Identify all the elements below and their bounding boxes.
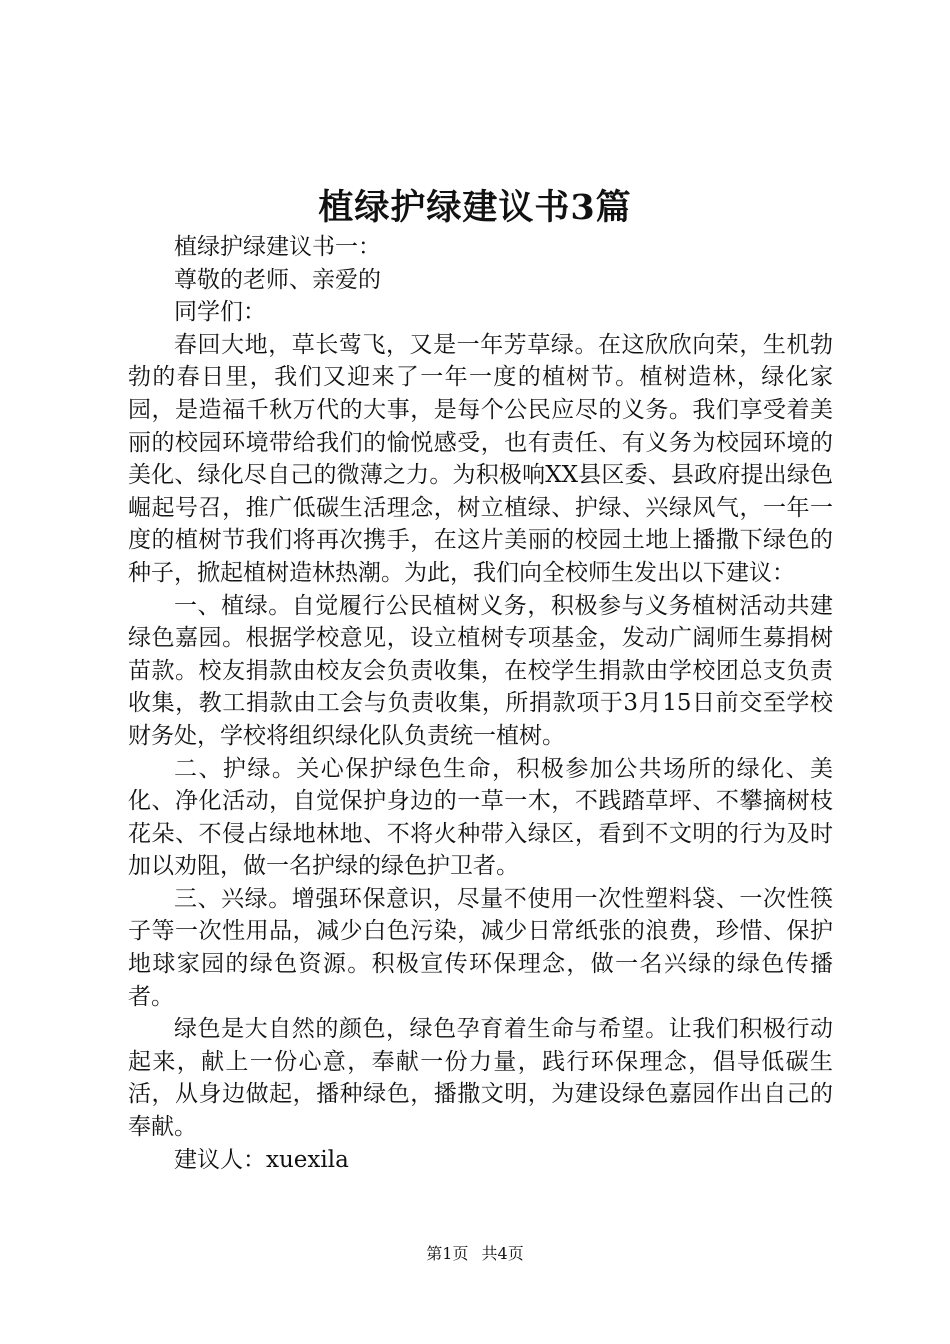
salutation-line: 同学们：	[174, 299, 266, 326]
page-footer	[0, 1243, 950, 1265]
signature-line: 建议人：xuexila	[174, 1146, 349, 1173]
body-paragraph: 绿色是大自然的颜色，绿色孕育着生命与希望。让我们积极行动起来，献上一份心意，奉献一份力量，践行环保理念，倡导低碳生活，从身边做起，播种绿色，播撒文明，为建设绿色嘉园作出自己的奉献。	[128, 1016, 833, 1141]
document-body	[128, 231, 833, 1176]
body-paragraph: 一、植绿。自觉履行公民植树义务，积极参与义务植树活动共建绿色嘉园。根据学校意见，设立植树专项基金，发动广阔师生募捐树苗款。校友捐款由校友会负责收集，在校学生捐款由学校团总支负责收集，教工捐款由工会与负责收集，所捐款项于3月15日前交至学校财务处，学校将组织绿化队负责统一植树。	[128, 592, 833, 749]
page-count: 共4页	[481, 1244, 524, 1263]
body-paragraph: 二、护绿。关心保护绿色生命，积极参加公共场所的绿化、美化、净化活动，自觉保护身边的一草一木，不践踏草坪、不攀摘树枝花朵、不侵占绿地林地、不将火种带入绿区，看到不文明的行为及时加以劝阻，做一名护绿的绿色护卫者。	[128, 755, 833, 880]
body-paragraph: 三、兴绿。增强环保意识，尽量不使用一次性塑料袋、一次性筷子等一次性用品，减少白色污染，减少日常纸张的浪费，珍惜、保护地球家园的绿色资源。积极宣传环保理念，做一名兴绿的绿色传播者。	[128, 885, 833, 1010]
page-number: 第1页	[426, 1244, 469, 1263]
body-paragraph: 春回大地，草长莺飞，又是一年芳草绿。在这欣欣向荣，生机勃勃的春日里，我们又迎来了一年一度的植树节。植树造林，绿化家园，是造福千秋万代的大事，是每个公民应尽的义务。我们享受着美丽的校园环境带给我们的愉悦感受，也有责任、有义务为校园环境的美化、绿化尽自己的微薄之力。为积极响XX县区委、县政府提出绿色崛起号召，推广低碳生活理念，树立植绿、护绿、兴绿风气，一年一度的植树节我们将再次携手，在这片美丽的校园土地上播撒下绿色的种子，掀起植树造林热潮。为此，我们向全校师生发出以下建议：	[128, 331, 833, 586]
heading-line: 植绿护绿建议书一：	[174, 234, 381, 260]
document-title: 植绿护绿建议书3篇	[318, 187, 632, 228]
salutation-line: 尊敬的老师、亲爱的	[174, 266, 381, 293]
